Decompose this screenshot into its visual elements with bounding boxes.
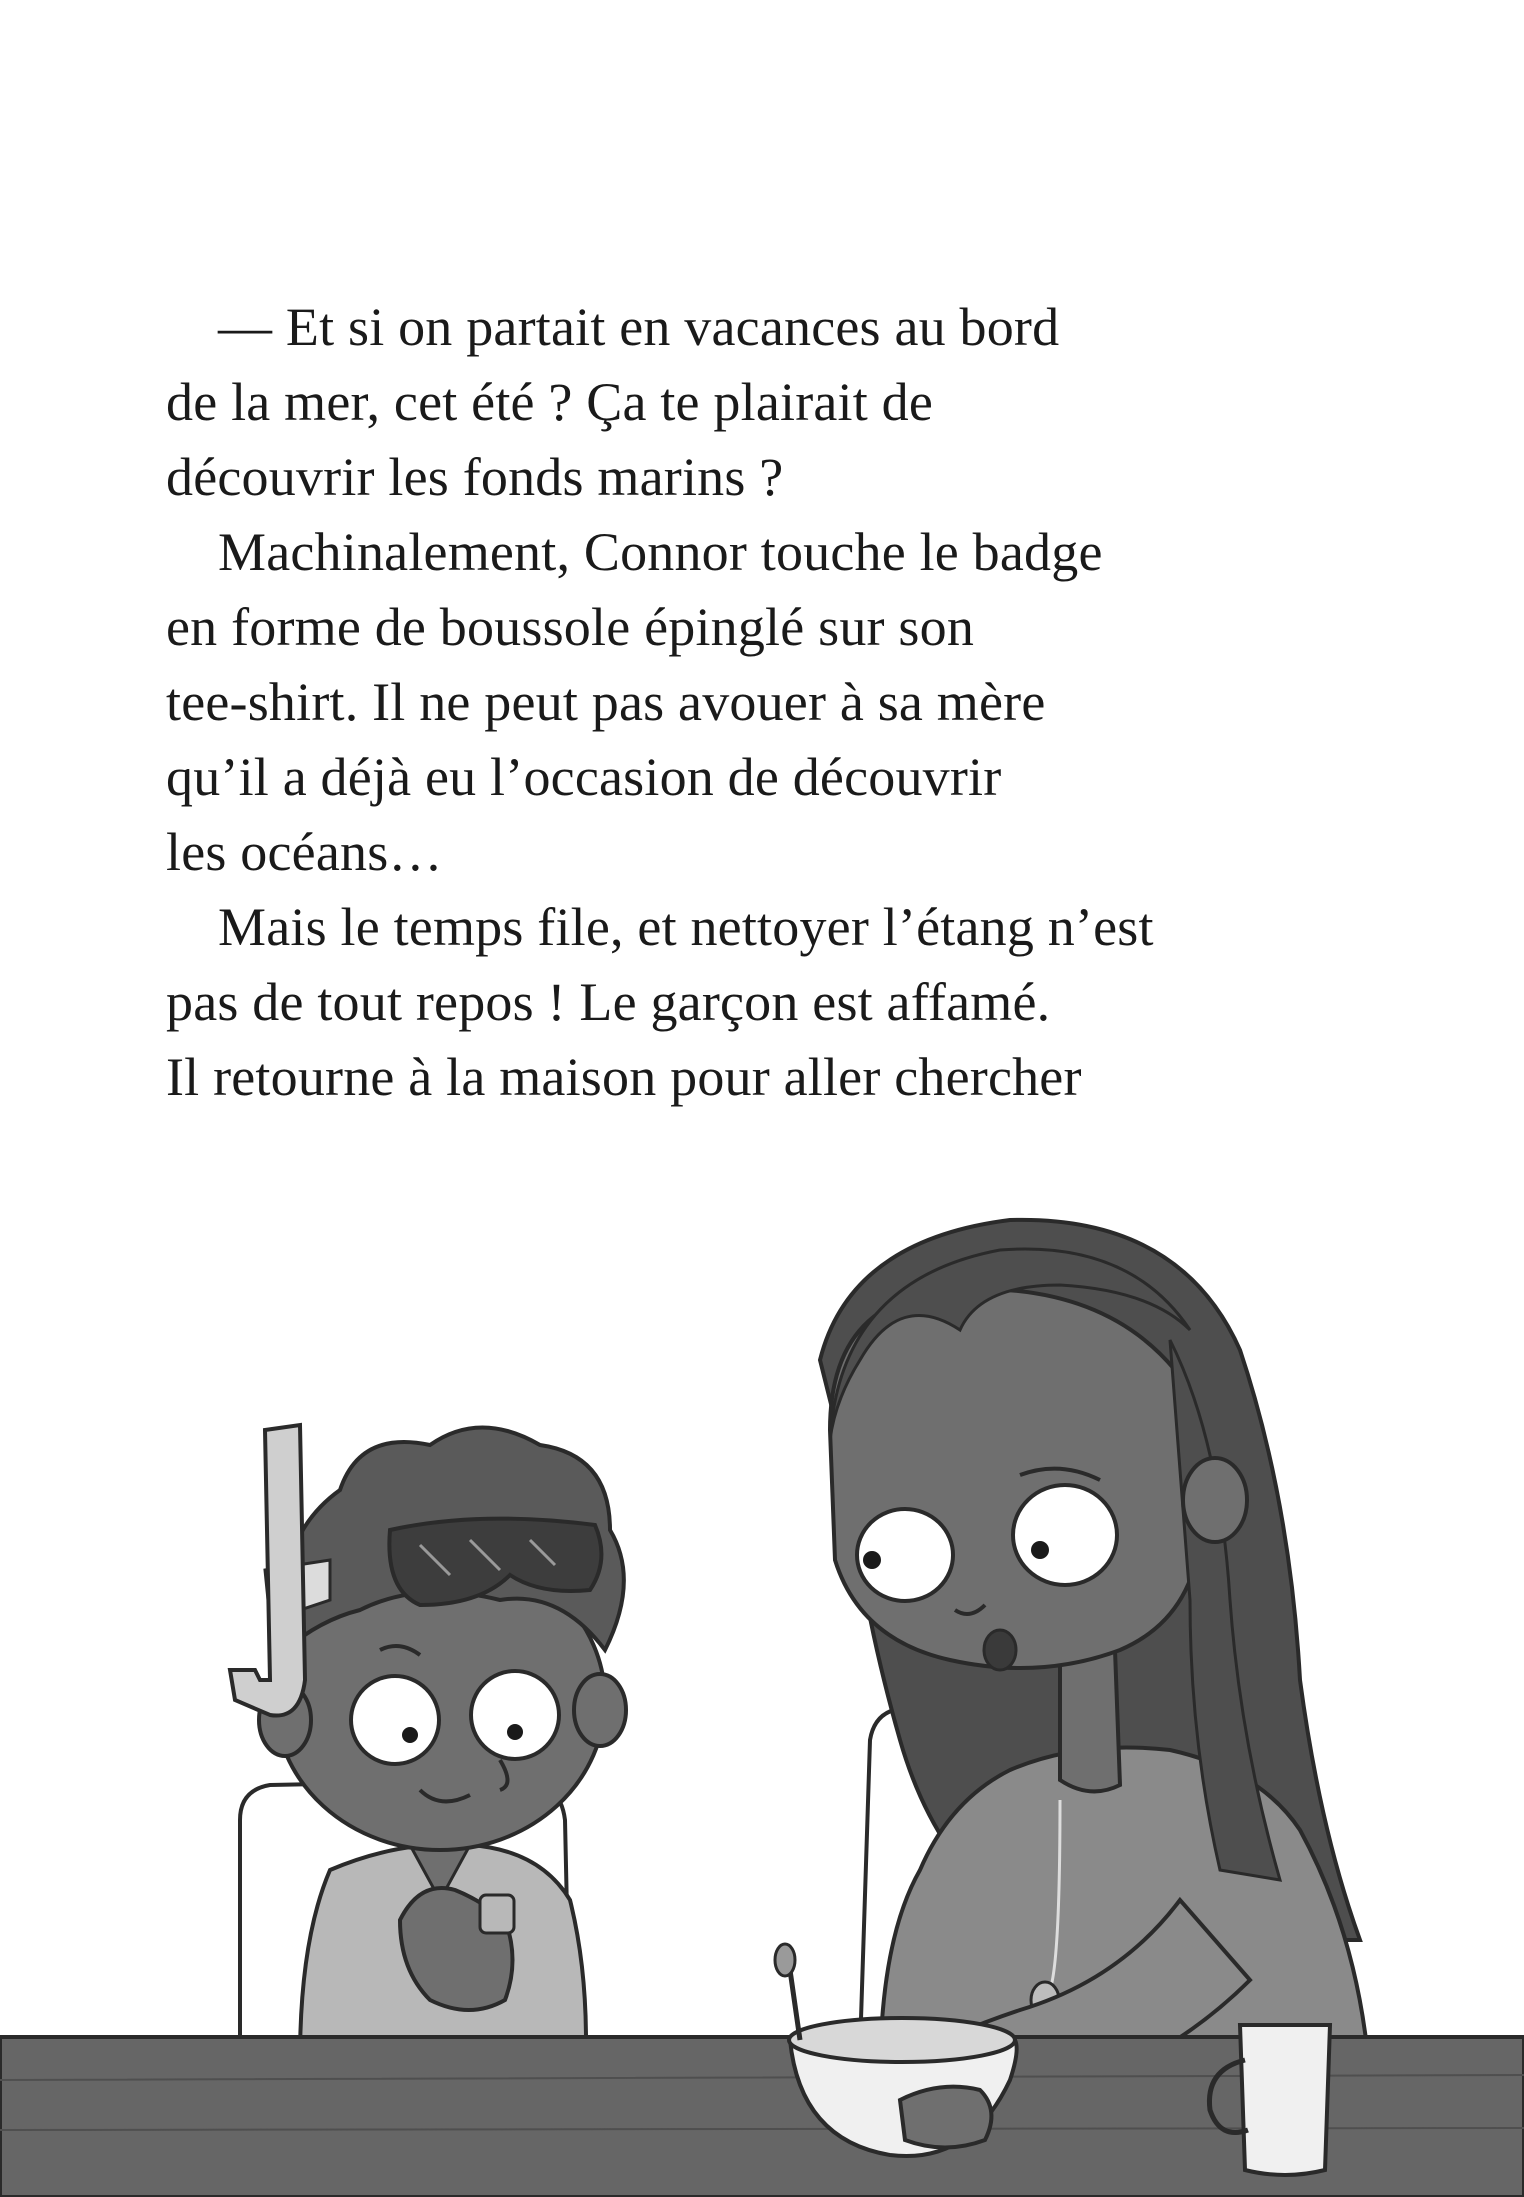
text-line: de la mer, cet été ? Ça te plairait de [166,372,934,432]
boy-pupil-left [402,1727,418,1743]
mother-mouth [984,1630,1016,1670]
mother-face [830,1289,1202,1668]
text-line: qu’il a déjà eu l’occasion de découvrir [166,747,1002,807]
text-line: pas de tout repos ! Le garçon est affamé. [166,972,1051,1032]
story-text [166,290,1306,1115]
spoon-head [775,1944,795,1976]
text-line: les océans… [166,822,443,882]
snorkel [230,1425,305,1716]
illustration-boy-and-mother [0,1180,1524,2197]
text-line: tee-shirt. Il ne peut pas avouer à sa mère [166,672,1046,732]
mother-hand [900,2087,991,2148]
text-line: — Et si on partait en vacances au bord [218,297,1060,357]
boy-eye-right [471,1671,559,1759]
spoon [790,1970,800,2040]
text-line: en forme de boussole épinglé sur son [166,597,975,657]
mug [1240,2025,1330,2175]
text-line: Machinalement, Connor touche le badge [218,522,1103,582]
text-line: Mais le temps file, et nettoyer l’étang n’est [218,897,1154,957]
mother-eye-right [1013,1485,1117,1585]
bowl-rim [789,2018,1015,2062]
boy-pupil-right [507,1724,523,1740]
boy-ear-right [574,1674,626,1746]
mother-pupil-left [863,1551,881,1569]
mother-pupil-right [1031,1541,1049,1559]
text-line: Il retourne à la maison pour aller chercher [166,1047,1082,1107]
boy-eye-left [351,1676,439,1764]
compass-badge [480,1895,514,1933]
mother-ear [1183,1458,1247,1542]
text-line: découvrir les fonds marins ? [166,447,784,507]
